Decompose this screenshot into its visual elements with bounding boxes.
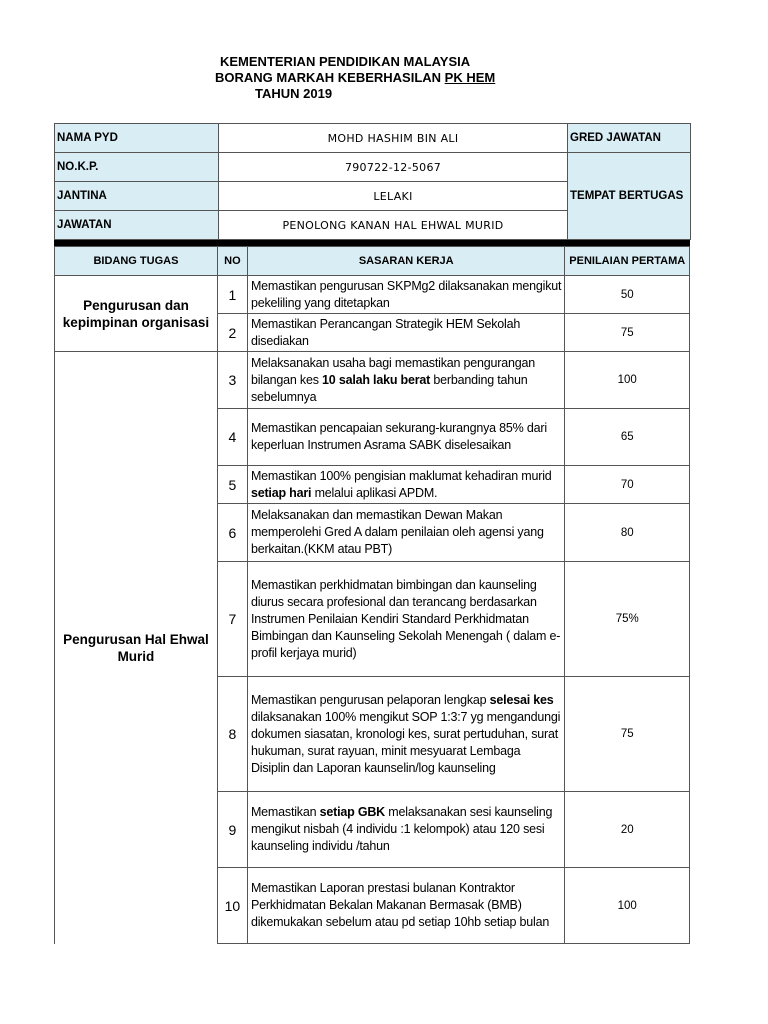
- header-bidang: BIDANG TUGAS: [55, 247, 218, 276]
- row-sasaran: [247, 314, 565, 352]
- row-no: 6: [217, 504, 247, 562]
- sasaran-text: melalui aplikasi APDM.: [311, 485, 438, 500]
- sasaran-text: Memastikan 100% pengisian maklumat kehadiran murid: [250, 468, 552, 483]
- row-score: 100: [565, 352, 690, 409]
- row-score: 75: [565, 314, 690, 352]
- row-no: 1: [217, 276, 247, 314]
- title-form: [0, 70, 768, 86]
- row-score: 80: [565, 504, 690, 562]
- row-sasaran: [247, 868, 565, 944]
- row-sasaran: [247, 466, 565, 504]
- row-no: 2: [217, 314, 247, 352]
- sasaran-bold-text: setiap hari: [250, 485, 312, 500]
- sasaran-text: Melaksanakan usaha bagi memastikan pengurangan bilangan kes: [250, 355, 536, 387]
- row-sasaran: [247, 504, 565, 562]
- row-no: 8: [217, 677, 247, 792]
- sasaran-bold-text: setiap GBK: [319, 805, 386, 819]
- header-penilaian: PENILAIAN PERTAMA: [565, 247, 690, 276]
- jantina-value: LELAKI: [219, 182, 568, 211]
- sasaran-text: Memastikan: [250, 805, 320, 819]
- sasaran-bold-text: selesai kes: [489, 692, 554, 707]
- nama-value: MOHD HASHIM BIN ALI: [219, 124, 568, 153]
- header-sasaran: SASARAN KERJA: [247, 247, 565, 276]
- row-score: 75%: [565, 562, 690, 677]
- row-score: 70: [565, 466, 690, 504]
- assessment-table: [54, 246, 690, 944]
- sasaran-text: Memastikan Perancangan Strategik HEM Sekolah disediakan: [250, 316, 521, 348]
- jawatan-label: JAWATAN: [55, 211, 219, 240]
- row-no: 4: [217, 409, 247, 466]
- sasaran-bold-text: 10 salah laku berat: [322, 372, 431, 387]
- sasaran-text: Melaksanakan dan memastikan Dewan Makan memperolehi Gred A dalam penilaian oleh agensi yang berkaitan.(KKM atau PBT): [250, 508, 544, 556]
- title-form-underlined: PK HEM: [444, 70, 496, 85]
- nama-label: NAMA PYD: [55, 124, 219, 153]
- sasaran-text: melaksanakan sesi kaunseling mengikut nisbah (4 individu :1 kelompok) atau 120 sesi kaunseling individu /tahun: [250, 805, 553, 853]
- row-sasaran: [247, 792, 565, 868]
- row-sasaran: [247, 677, 565, 792]
- sasaran-text: Memastikan pengurusan SKPMg2 dilaksanakan mengikut pekeliling yang ditetapkan: [250, 278, 562, 310]
- row-sasaran: [247, 352, 565, 409]
- jantina-label: JANTINA: [55, 182, 219, 211]
- sasaran-text: Memastikan pengurusan pelaporan lengkap: [250, 692, 490, 707]
- row-score: 75: [565, 677, 690, 792]
- row-no: 7: [217, 562, 247, 677]
- header-no: NO: [217, 247, 247, 276]
- tempat-label: TEMPAT BERTUGAS: [568, 153, 691, 240]
- row-no: 9: [217, 792, 247, 868]
- sasaran-text: dilaksanakan 100% mengikut SOP 1:3:7 yg mengandungi dokumen siasatan, kronologi kes, surat pertuduhan, surat hukuman, surat rayuan, minit mesyuarat Lembaga Disiplin dan Laporan kaunselin/log kaunseling: [250, 709, 561, 775]
- row-sasaran: [247, 409, 565, 466]
- group-organisasi: Pengurusan dan kepimpinan organisasi: [55, 276, 218, 352]
- row-sasaran: [247, 562, 565, 677]
- nokp-label: NO.K.P.: [55, 153, 219, 182]
- row-sasaran: [247, 276, 565, 314]
- sasaran-text: Memastikan Laporan prestasi bulanan Kontraktor Perkhidmatan Bekalan Makanan Bermasak (BMB) dikemukakan sebelum atau pd setiap 10hb setiap bulan: [250, 881, 550, 929]
- officer-info-table: [54, 123, 691, 240]
- gred-label: GRED JAWATAN: [568, 124, 691, 153]
- jawatan-value: PENOLONG KANAN HAL EHWAL MURID: [219, 211, 568, 240]
- row-no: 3: [217, 352, 247, 409]
- form-title-block: [0, 54, 768, 102]
- title-ministry: KEMENTERIAN PENDIDIKAN MALAYSIA: [220, 54, 471, 69]
- row-score: 50: [565, 276, 690, 314]
- row-score: 65: [565, 409, 690, 466]
- title-form-prefix: BORANG MARKAH KEBERHASILAN: [215, 70, 445, 85]
- nokp-value: 790722-12-5067: [219, 153, 568, 182]
- group-hem: Pengurusan Hal Ehwal Murid: [55, 352, 218, 944]
- row-no: 10: [217, 868, 247, 944]
- sasaran-text: Memastikan perkhidmatan bimbingan dan kaunseling diurus secara profesional dan terancang berdasarkan Instrumen Penilaian Kendiri Standard Perkhidmatan Bimbingan dan Kaunseling Sekolah Menengah ( dalam e-profil kerjaya murid): [250, 577, 561, 660]
- sasaran-text: berbanding tahun sebelumnya: [250, 372, 528, 404]
- title-year: TAHUN 2019: [255, 86, 333, 101]
- row-score: 100: [565, 868, 690, 944]
- row-score: 20: [565, 792, 690, 868]
- row-no: 5: [217, 466, 247, 504]
- sasaran-text: Memastikan pencapaian sekurang-kurangnya 85% dari keperluan Instrumen Asrama SABK diselesaikan: [250, 421, 547, 452]
